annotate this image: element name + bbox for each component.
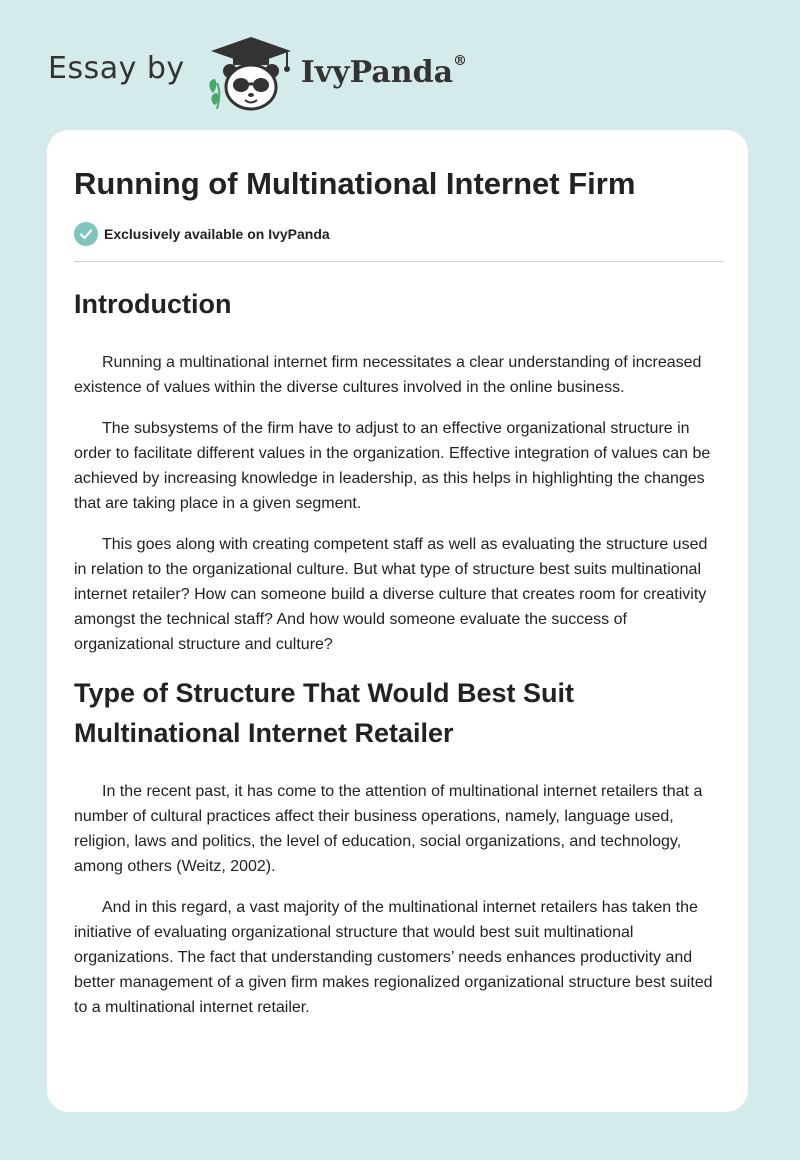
essay-by-label: Essay by (48, 50, 185, 86)
section-heading-introduction: Introduction (74, 289, 232, 319)
paragraph: And in this regard, a vast majority of the multinational internet retailers has taken the initiative of evaluating organizational structure that would best suit multinational organizations. The fact that understanding customers’ needs enhances productivity and better management of a given firm makes regionalized organizational structure best suited to a multinational internet retailer. (74, 899, 713, 1016)
paragraph: Running a multinational internet firm necessitates a clear understanding of increased existence of values within the diverse cultures involved in the online business. (74, 354, 702, 396)
exclusive-label: Exclusively available on IvyPanda (104, 226, 330, 242)
panda-logo-icon[interactable] (203, 35, 299, 113)
article-body (74, 280, 724, 1020)
brand-name[interactable]: IvyPanda® (300, 52, 468, 90)
title-divider (74, 261, 724, 262)
paragraph: In the recent past, it has come to the attention of multinational internet retailers that a number of cultural practices affect their business operations, namely, language used, religion, laws and politics, the level of education, social organizations, and technology, among others (Weitz, 2002). (74, 783, 703, 875)
page-title: Running of Multinational Internet Firm (74, 166, 636, 201)
paragraph: This goes along with creating competent staff as well as evaluating the structure used in relation to the organizational culture. But what type of structure best suits multinational internet retailer? How can someone build a diverse culture that creates room for creativity amongst the technical staff? And how would someone evaluate the success of organizational structure and culture? (74, 536, 708, 653)
section-heading-structure: Type of Structure That Would Best Suit Multinational Internet Retailer (74, 678, 575, 748)
paragraph: The subsystems of the firm have to adjust to an effective organizational structure in order to facilitate different values in the organization. Effective integration of values can be achieved by increasing knowledge in leadership, as this helps in highlighting the changes that are taking place in a given segment. (74, 420, 711, 512)
site-header (48, 34, 467, 114)
essay-card (47, 130, 748, 1112)
exclusive-badge (74, 222, 330, 246)
check-icon (74, 222, 98, 246)
registered-mark: ® (453, 52, 468, 69)
